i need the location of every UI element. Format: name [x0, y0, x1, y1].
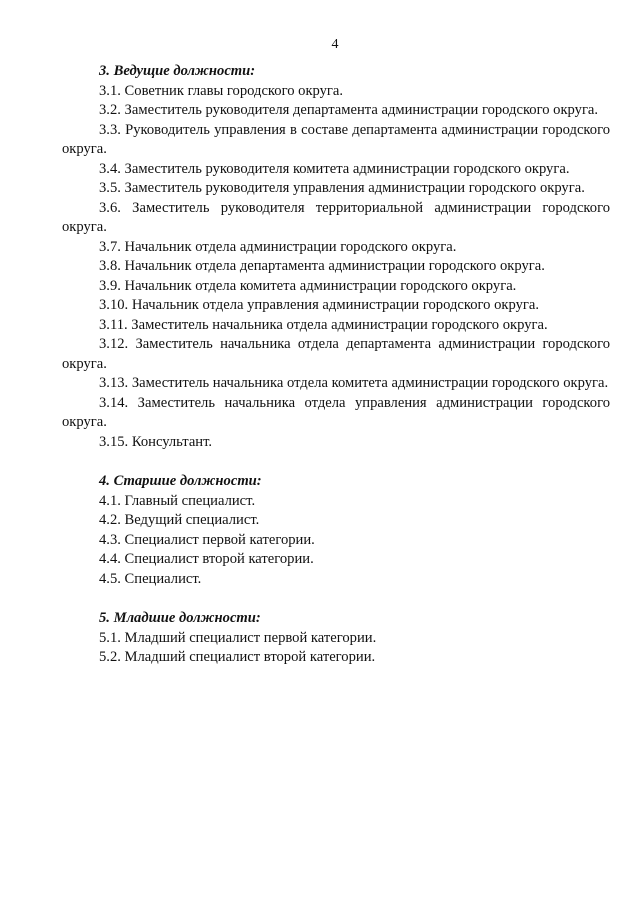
list-item: 4.3. Специалист первой категории. — [99, 531, 315, 548]
section-spacer — [62, 452, 610, 472]
list-item: 3.6. Заместитель руководителя территориальной администрации городского округа. — [62, 199, 610, 235]
document-body — [62, 62, 610, 668]
list-item: 3.2. Заместитель руководителя департамента администрации городского округа. — [99, 102, 599, 118]
section-spacer — [62, 589, 610, 609]
list-item: 3.13. Заместитель начальника отдела комитета администрации городского округа. — [99, 375, 609, 391]
section-heading: 5. Младшие должности: — [99, 610, 261, 626]
section-heading: 4. Старшие должности: — [99, 473, 262, 489]
list-item: 5.1. Младший специалист первой категории. — [99, 629, 377, 646]
list-item: 4.1. Главный специалист. — [99, 492, 256, 509]
list-item: 5.2. Младший специалист второй категории. — [99, 649, 376, 665]
list-item: 3.3. Руководитель управления в составе департамента администрации городского округа. — [62, 121, 610, 157]
list-item: 3.8. Начальник отдела департамента администрации городского округа. — [99, 258, 545, 274]
list-item: 4.2. Ведущий специалист. — [99, 512, 260, 528]
list-item: 3.7. Начальник отдела администрации городского округа. — [99, 238, 457, 255]
list-item: 3.15. Консультант. — [99, 433, 213, 450]
list-item: 3.1. Советник главы городского округа. — [99, 82, 344, 99]
page-number: 4 — [331, 37, 339, 52]
list-item: 3.10. Начальник отдела управления администрации городского округа. — [99, 297, 539, 313]
list-item: 3.4. Заместитель руководителя комитета администрации городского округа. — [99, 160, 570, 177]
list-item: 3.14. Заместитель начальника отдела управления администрации городского округа. — [62, 394, 610, 430]
list-item: 4.4. Специалист второй категории. — [99, 551, 314, 567]
list-item: 4.5. Специалист. — [99, 570, 202, 587]
list-item: 3.11. Заместитель начальника отдела администрации городского округа. — [99, 316, 548, 333]
list-item: 3.12. Заместитель начальника отдела департамента администрации городского округа. — [62, 336, 610, 372]
list-item: 3.5. Заместитель руководителя управления администрации городского округа. — [99, 180, 585, 196]
section-heading: 3. Ведущие должности: — [99, 63, 256, 79]
list-item: 3.9. Начальник отдела комитета администрации городского округа. — [99, 277, 517, 294]
